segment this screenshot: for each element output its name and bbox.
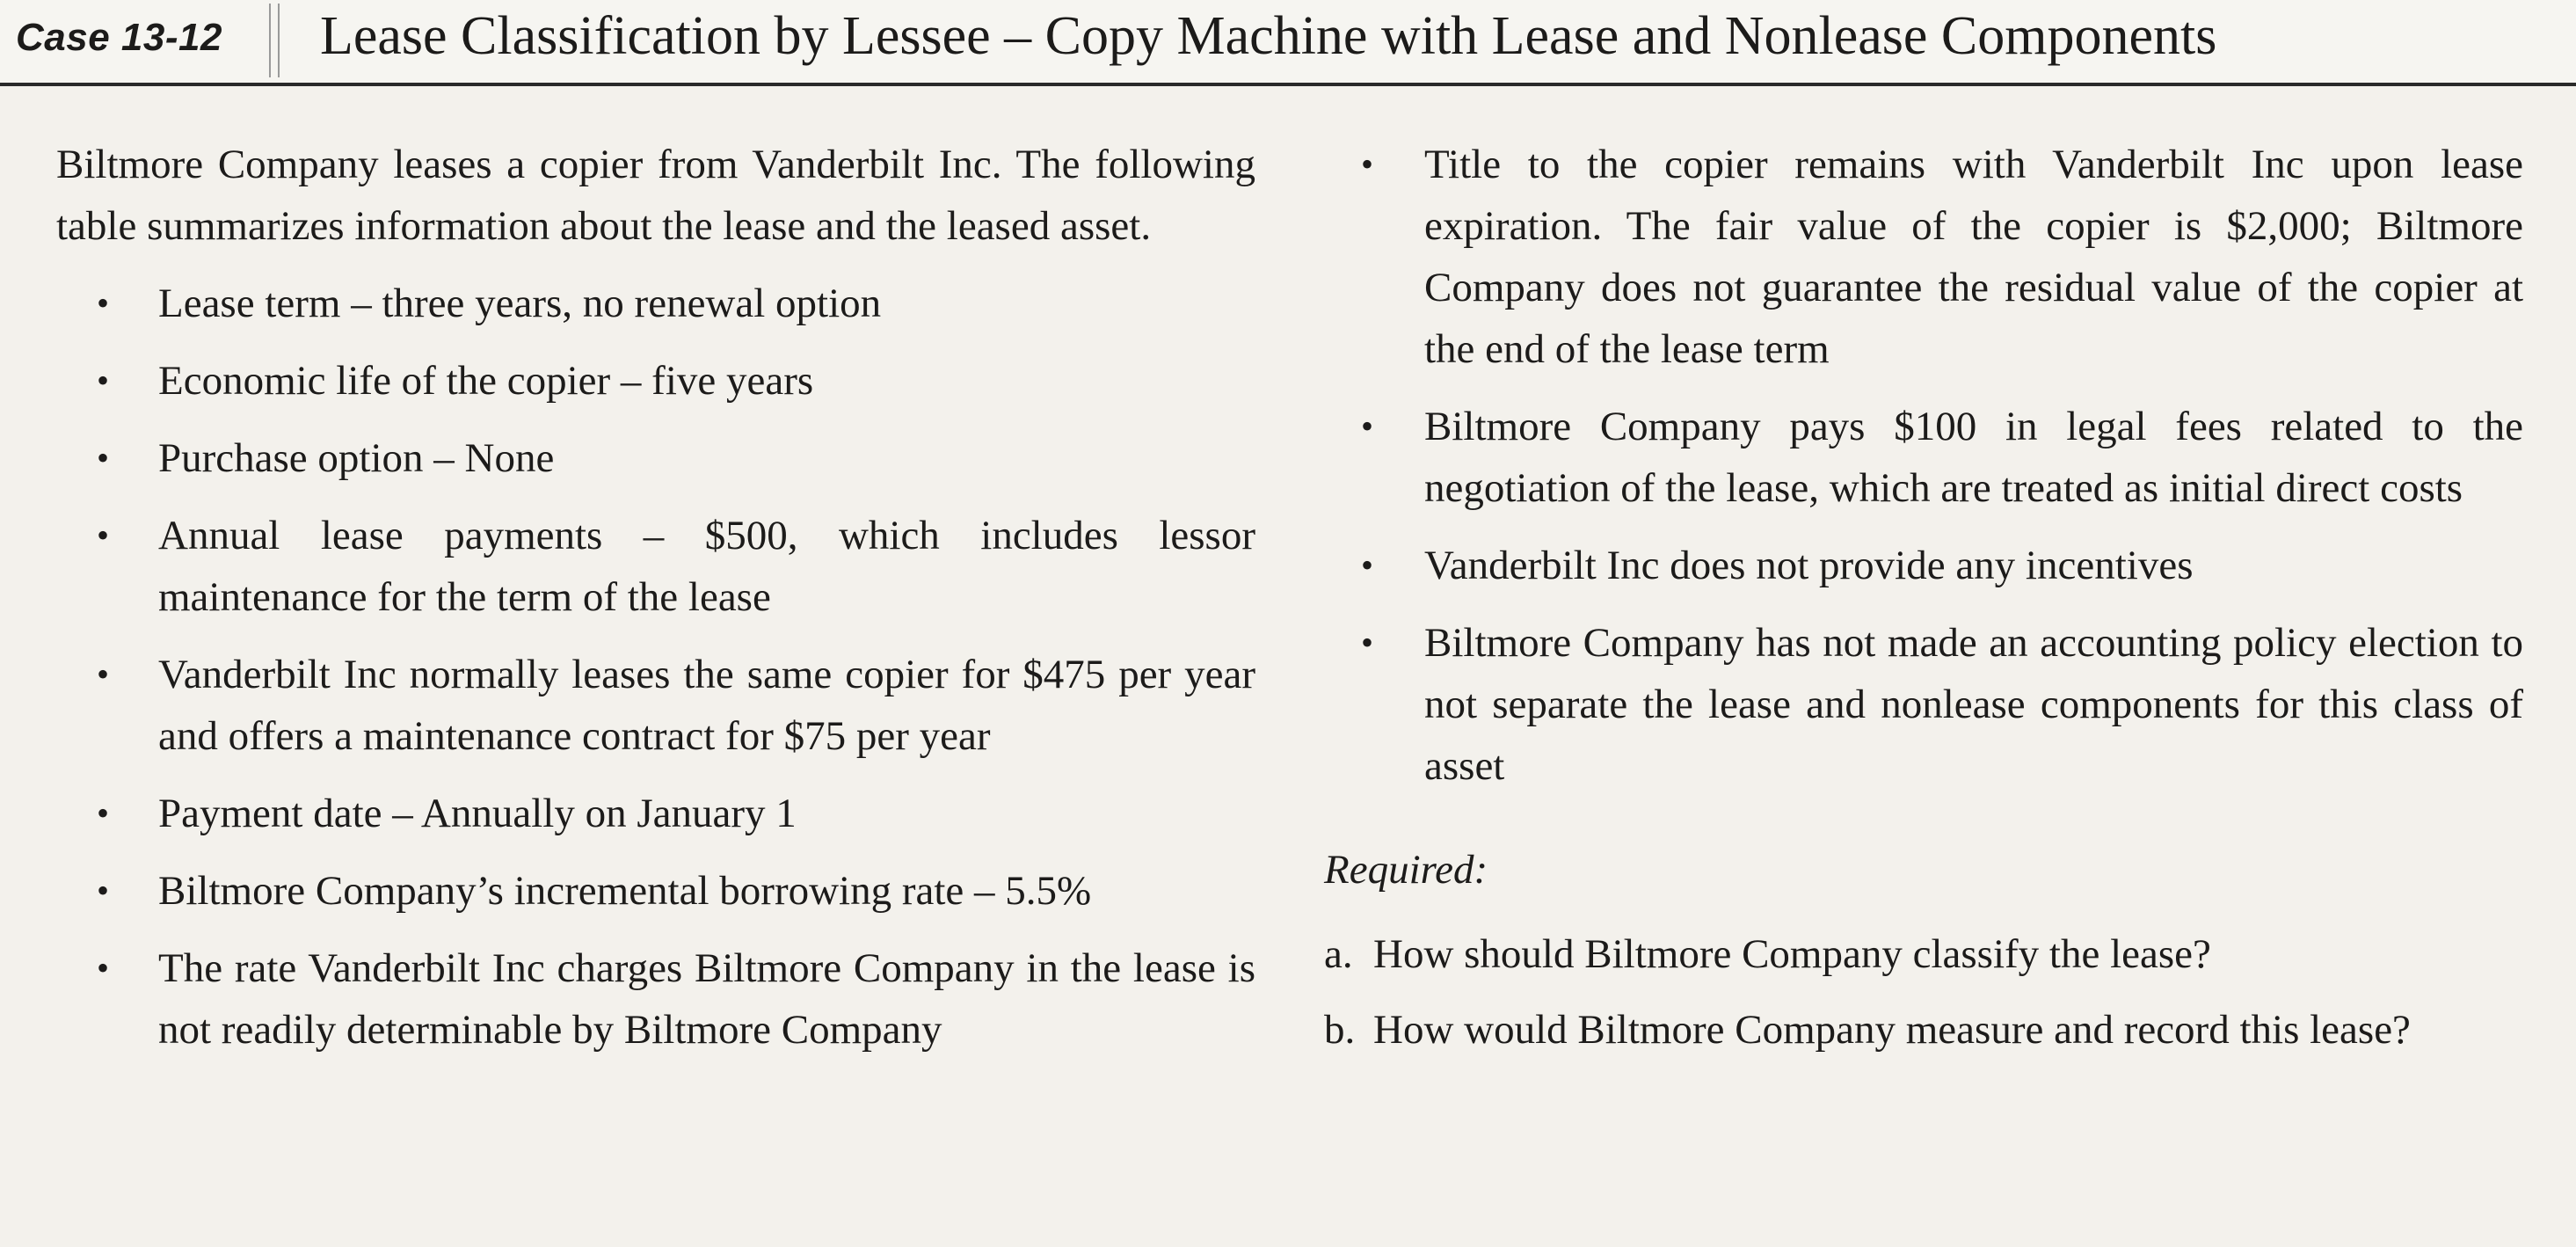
- list-item: [56, 644, 1255, 767]
- bullet-icon: •: [1361, 144, 1374, 184]
- list-item-text: Biltmore Company pays $100 in legal fees related to the negotiation of the lease, which are treated as initial direct costs: [1424, 404, 2523, 511]
- bullet-icon: •: [97, 515, 110, 555]
- list-item-text: Payment date – Annually on January 1: [158, 791, 797, 836]
- questions-list: [1324, 923, 2523, 1061]
- list-item-text: Biltmore Company’s incremental borrowing rate – 5.5%: [158, 868, 1092, 914]
- list-item: [1324, 612, 2523, 797]
- list-item-text: Annual lease payments – $500, which includes lessor maintenance for the term of the lease: [158, 513, 1255, 620]
- bullet-icon: •: [97, 283, 110, 323]
- list-item-text: Title to the copier remains with Vanderbilt Inc upon lease expiration. The fair value of the copier is $2,000; Biltmore Company does not guarantee the residual value of the copier at the end of the lease term: [1424, 142, 2523, 372]
- list-item: [56, 937, 1255, 1061]
- question-letter: b.: [1324, 1007, 1356, 1053]
- list-item-text: The rate Vanderbilt Inc charges Biltmore Company in the lease is not readily determinable by Biltmore Company: [158, 945, 1255, 1053]
- list-item-text: Biltmore Company has not made an accounting policy election to not separate the lease and nonlease components for this class of asset: [1424, 620, 2523, 789]
- list-item: [1324, 396, 2523, 519]
- header-divider: [269, 4, 280, 77]
- question-item: [1324, 923, 2523, 985]
- question-letter: a.: [1324, 931, 1353, 977]
- case-title: Lease Classification by Lessee – Copy Machine with Lease and Nonlease Components: [320, 6, 2217, 66]
- intro-paragraph: Biltmore Company leases a copier from Vanderbilt Inc. The following table summarizes information about the lease and the leased asset.: [56, 142, 1255, 249]
- case-header: [0, 0, 2576, 86]
- left-column: [56, 134, 1255, 1076]
- list-item-text: Purchase option – None: [158, 435, 555, 481]
- list-item: [56, 783, 1255, 844]
- required-heading: Required:: [1324, 847, 1488, 893]
- bullet-icon: •: [97, 948, 110, 988]
- bullet-icon: •: [97, 793, 110, 833]
- list-item: [1324, 535, 2523, 596]
- bullet-icon: •: [97, 361, 110, 400]
- bullet-icon: •: [1361, 406, 1374, 446]
- bullet-icon: •: [1361, 545, 1374, 585]
- list-item: [56, 427, 1255, 489]
- question-text: How should Biltmore Company classify the lease?: [1373, 931, 2211, 977]
- list-item: [56, 505, 1255, 628]
- list-item-text: Lease term – three years, no renewal option: [158, 281, 882, 326]
- list-item: [56, 350, 1255, 412]
- list-item-text: Vanderbilt Inc does not provide any incentives: [1424, 543, 2194, 588]
- list-item: [1324, 134, 2523, 380]
- lease-facts-list: [56, 273, 1255, 1061]
- list-item-text: Economic life of the copier – five years: [158, 358, 814, 404]
- list-item: [56, 860, 1255, 922]
- lease-terms-list: [1324, 134, 2523, 797]
- list-item: [56, 273, 1255, 334]
- bullet-icon: •: [1361, 623, 1374, 662]
- bullet-icon: •: [97, 438, 110, 478]
- bullet-icon: •: [97, 871, 110, 910]
- bullet-icon: •: [97, 654, 110, 694]
- question-text: How would Biltmore Company measure and record this lease?: [1373, 1007, 2411, 1053]
- list-item-text: Vanderbilt Inc normally leases the same copier for $475 per year and offers a maintenance contract for $75 per year: [158, 652, 1255, 759]
- case-label: Case 13-12: [16, 16, 222, 59]
- right-column: [1324, 134, 2523, 1075]
- question-item: [1324, 999, 2523, 1061]
